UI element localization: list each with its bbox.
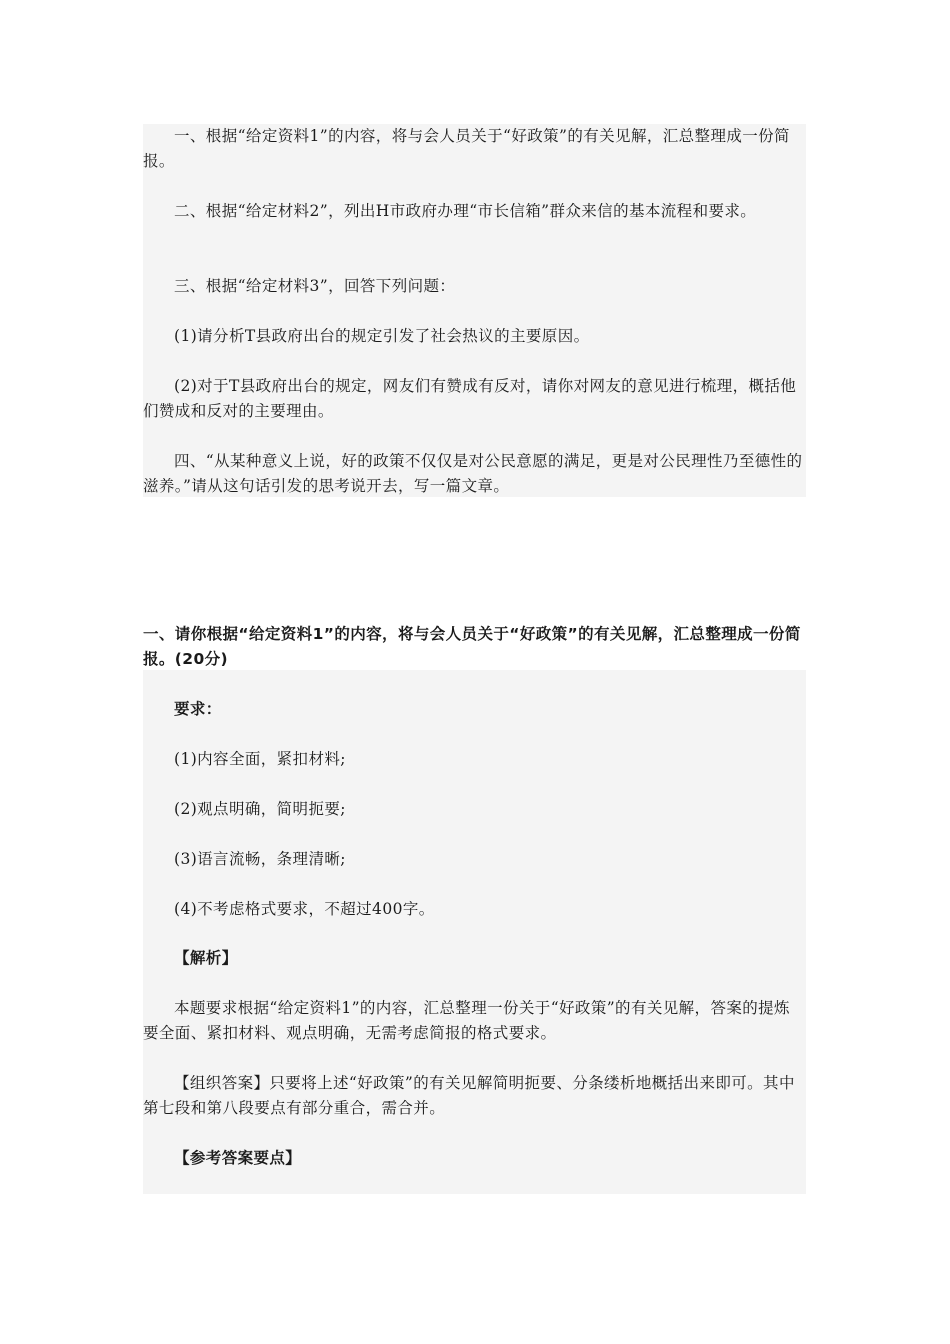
questions-background <box>143 124 806 497</box>
requirement-4: (4)不考虑格式要求，不超过400字。 <box>174 900 435 918</box>
requirement-1: (1)内容全面，紧扣材料; <box>174 750 346 768</box>
answer-heading: 一、请你根据“给定资料1”的内容，将与会人员关于“好政策”的有关见解，汇总整理成一份简报。(20分) <box>143 625 801 668</box>
question-2: 二、根据“给定材料2”，列出H市政府办理“市长信箱”群众来信的基本流程和要求。 <box>174 202 757 220</box>
requirement-3: (3)语言流畅，条理清晰; <box>174 850 346 868</box>
reference-label: 【参考答案要点】 <box>174 1149 302 1167</box>
requirement-2: (2)观点明确，简明扼要; <box>174 800 346 818</box>
margin-gap <box>806 1074 818 1096</box>
question-1: 一、根据“给定资料1”的内容，将与会人员关于“好政策”的有关见解，汇总整理成一份简报。 <box>143 127 790 170</box>
question-3: 三、根据“给定材料3”，回答下列问题： <box>174 277 456 295</box>
analysis-label: 【解析】 <box>174 949 238 967</box>
organize-text: 只要将上述“好政策”的有关见解简明扼要、分条缕析地概括出来即可。其中第七段和第八段要点有部分重合，需合并。 <box>143 1074 795 1117</box>
question-3-sub-2: (2)对于T县政府出台的规定，网友们有赞成有反对，请你对网友的意见进行梳理，概括他们赞成和反对的主要理由。 <box>143 377 797 420</box>
question-4: 四、“从某种意义上说，好的政策不仅仅是对公民意愿的满足，更是对公民理性乃至德性的滋养。”请从这句话引发的思考说开去，写一篇文章。 <box>143 452 803 495</box>
organize-label: 【组织答案】 <box>174 1074 270 1092</box>
question-3-sub-1: (1)请分析T县政府出台的规定引发了社会热议的主要原因。 <box>174 327 590 345</box>
requirements-label: 要求： <box>174 700 222 718</box>
organize-paragraph <box>143 1071 803 1121</box>
analysis-text: 本题要求根据“给定资料1”的内容，汇总整理一份关于“好政策”的有关见解，答案的提炼要全面、紧扣材料、观点明确，无需考虑简报的格式要求。 <box>143 999 790 1042</box>
